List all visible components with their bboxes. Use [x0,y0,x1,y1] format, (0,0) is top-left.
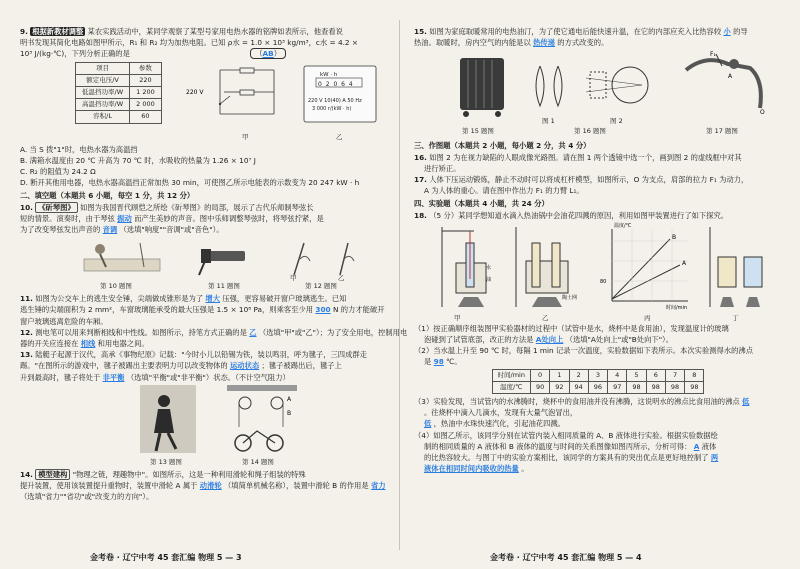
q13-answer-2: 非平衡 [102,372,125,382]
q16-text: 如图 2 为在视力缺陷的人眼成像光路图。请在图 1 两个透镜中选一个，画到图 2 的虚线框中对其 [429,152,742,162]
q18-s3-text-3b: ，热油中水珠快速汽化，引起油花四溅。 [433,419,565,429]
table-cell: 98 [685,381,704,393]
fig-label-jia: 甲 [454,313,461,322]
q10-number: 10. [20,202,33,212]
q18-s3-answer: 低 [742,397,750,407]
temperature-table-wrap [414,369,782,394]
q18-s3-text: （3）实验发现，当试管内的水沸腾时，烧杯中的食用油并没有沸腾，这说明水的沸点比食用油的沸点 [414,397,740,407]
q18-s1-line2 [414,334,782,345]
caption-fig1: 图 1 [542,117,555,126]
q9-text-3: 10³ J/(kg·℃)，下列分析正确的是 [20,49,130,59]
temperature-table [492,369,705,394]
q14-answer-2: 省力 [370,481,386,491]
q12-text-2: 器的开关应连接在 [20,339,79,349]
q15-text-b: 的导 [733,27,748,36]
q14-text-2b: （填简单机械名称），装置中滑轮 B 的作用是 [224,481,369,491]
pulley-b-label: B [287,409,292,417]
q12-text: 测电笔可以用来判断相线和中性线。如图所示，持笔方式正确的是 [35,327,247,337]
q14-number: 14. [20,469,33,479]
q16-number: 16. [414,152,427,162]
q17-text-2: A 为人体的重心。请在图中作出力 F₁ 的力臂 L₁。 [424,186,584,196]
q18-line1 [414,210,782,221]
meter-reading: 0 2 0 6 4 [318,80,354,88]
q18-figures [414,221,782,323]
safety-hammer [195,239,255,279]
table-cell: 低温挡功率/W [76,87,130,99]
q17-line1 [414,174,782,185]
q9-line1 [20,26,388,37]
caption-q11: 第 11 题图 [208,282,240,291]
q13-text: 陆艇子起源于汉代，高承《事物纪原》记载："今时小儿以铅锡为铁，装以鸣羽，呼为毽子，三四成群走 [35,350,367,360]
oil-label: 油 [486,276,492,283]
q9-option-c: C. R₂ 的阻值为 24.2 Ω [20,167,96,177]
lens-figure [532,62,572,112]
svg-text:F₁: F₁ [710,51,716,59]
q9-line3: 10³ J/(kg·℃)，下列分析正确的是 （AB） [20,48,388,59]
q18-s2-text-2b: ℃。 [446,357,462,367]
q15-number: 15. [414,27,427,36]
table-cell: 5 [627,369,646,381]
q10-line3 [20,224,388,235]
table-cell: 0 [530,369,549,381]
table-cell: 1 200 [130,87,162,99]
q9-text: 某农实践活动中，某同学观察了某型号家用电热水器的铭牌如表所示，他查看说 [87,27,343,36]
q14-line2 [20,480,388,491]
q11-answer-2: 300 [315,305,331,315]
q14-text-3: （选填"省力""省功"或"改变力的方向"）。 [20,492,154,502]
q9-number: 9. [20,27,28,36]
q12-answer-1: 乙 [249,327,257,337]
painting-figure [80,237,170,281]
q11-number: 11. [20,294,33,304]
q10-text-2: 短的情景。演奏时，由于琴弦 [20,213,115,223]
q18-s4-text: （4）如图乙所示，该同学分别在试管内装入相同质量的 A、B 液体进行实验。根据实验数据绘 [414,430,718,440]
q14-line1 [20,469,388,480]
q9-text-2: 明书发现其简化电路如图甲所示，R₁ 和 R₂ 均为加热电阻。已知 ρ水 = 1.0 × 10³ kg/m³，c水 = 4.2 × [20,38,359,48]
q17-number: 17. [414,175,427,185]
q14-tag: 模型建构 [35,469,70,480]
q18-text: （5 分）某同学想知道水滴入热油锅中会油花四溅的原因，利用如图甲装置进行了如下探究。 [429,210,729,220]
apparatus-ding [704,223,774,313]
q13-line1 [20,349,388,360]
q18-s4-answer-2: 两 [710,453,719,463]
table-cell: 97 [608,381,627,393]
table-cell: 60 [130,111,162,123]
q15-line1 [414,26,782,37]
fig-caption-jia: 甲 [242,132,249,141]
oil-heater [454,52,514,122]
q18-s3-answer-2: 低 [424,419,432,429]
q15-text-2b: 的方式改变的。 [557,38,609,48]
q18-s2-text-2: 是 [424,357,432,367]
q11-line2 [20,304,388,315]
q18-s3-line3 [414,418,782,429]
voltage-label: 220 V [186,88,204,96]
section-3-heading: 三、作图题（本题共 2 小题，每小题 2 分，共 4 分） [414,141,591,151]
q13-text-2b: ；毽子被踢出后，毽子上 [261,361,342,371]
q12-text-2b: 和用电器之间。 [97,339,149,349]
q18-s4-text-3: 的比热容较大。与图丁中的实验方案相比，该同学的方案具有的突出优点是更好地控制了 [424,453,709,463]
right-page [400,0,800,569]
q18-s2-answer: 98 [433,357,444,367]
section-2-heading: 二、填空题（本题共 6 小题，每空 1 分，共 12 分） [20,191,195,201]
svg-text:A: A [728,73,733,81]
table-cell: 温度/℃ [492,381,530,393]
table-cell: 1 [550,369,569,381]
table-cell: 容积/L [76,111,130,123]
q14-text: "物理之链，理趣物中"。如图所示，这是一种利用滑轮和绳子组装的特殊 [72,469,306,479]
q11-text-b: 压强，更容易破开窗户玻璃逃生。已知 [222,294,347,304]
q9-option-d: D. 断开其他用电器，电热水器高温挡正常加热 30 min，可使图乙所示电能表的示数变为 20 247 kW · h [20,178,360,188]
table-cell: 项目 [76,62,130,74]
graph-x-title: 时间/min [666,304,688,311]
q13-text-2: 踢。"在图所示的游戏中，毽子被踢出主要表明力可以改变物体的 [20,361,228,371]
table-cell: 98 [627,381,646,393]
svg-text:O: O [760,109,765,117]
q15-answer-1: 小 [723,27,731,36]
q10-answer-1: 振动 [117,213,132,223]
table-cell: 96 [588,381,607,393]
q18-s3-line1 [414,396,782,407]
q15-text: 如图为家庭取暖常用的电热油汀，为了使它通电后能快速升温，在它的内部应充入比热容较 [429,27,722,36]
meter-constant: 3 000 r/(kW · h) [312,105,352,112]
section-4-heading: 四、实验题（本题共 4 小题，共 24 分） [414,199,549,209]
caption-q16: 第 16 题图 [574,127,606,136]
q18-s4-line2 [414,441,782,452]
q11-text-2: 逃生锤的尖端面积为 2 mm²，车窗玻璃能承受的最大压强是 1.5 × 10⁸ Pa，则乘客至少用 [20,305,314,315]
q10-text-3: 为了改变琴弦发出声音的 [20,225,101,235]
graph-y-title: 温度/℃ [614,222,632,229]
q9-params-table [75,62,162,124]
table-cell: 220 [130,74,162,86]
energy-meter [302,64,382,126]
q16-line1 [414,152,782,163]
q16-text-2: 进行矫正。 [424,163,461,173]
q13-text-3: 升到最高时，毽子将处于 [20,372,101,382]
q11-answer-1: 增大 [205,294,221,304]
caption-q10: 第 10 题图 [100,282,132,291]
q11-line1 [20,293,388,304]
q18-s3-text-2: 。往烧杯中滴入几滴水，发现有大量气泡冒出， [424,408,578,418]
q13-14-figures [20,383,388,469]
q13-text-3b: （选填"平衡"或"非平衡"）状态。（不计空气阻力） [126,372,290,382]
q18-s1-answer: A处向上 [535,335,564,345]
q18-s4-line3 [414,452,782,463]
left-footer: 金考卷 · 辽宁中考 45 套汇编 物理 5 — 3 [90,552,242,562]
meter-unit: kW · h [320,71,338,78]
apparatus-jia [434,223,504,313]
q9-option-a: A. 当 S 拨"1"时，电热水器为高温挡 [20,144,138,154]
q12-line1 [20,327,408,338]
q18-s4-line4 [414,463,782,474]
q14-text-2: 提升装置，使用该装置提升重物时，装置中滑轮 A 属于 [20,481,198,491]
fig-caption-yi: 乙 [336,132,343,141]
q10-line1 [20,202,388,213]
q12-number: 12. [20,327,33,337]
table-cell: 94 [569,381,588,393]
pushup-figure [676,50,776,120]
table-cell: 98 [665,381,684,393]
q18-s4-text-2: 制的相同质量的 A 液体和 B 液体的温度与时间的关系图像如图丙所示，分析可得： [424,441,692,451]
eye-diagram [586,58,656,112]
q15-17-figures [414,48,782,138]
table-cell: 92 [550,381,569,393]
q18-s4-answer-1: A [693,441,700,451]
caption-q12-yi: 乙 [338,274,345,283]
q17-text: 人体下压运动锻炼，静止不动时可以将成杠杆模型，如图所示，O 为支点，肩部的拉力 F₁ 为动力， [429,175,749,185]
q10-text: 如图为我国晋代顾恺之所绘《斫琴图》的局部，展示了古代乐师制琴弦长 [80,202,314,212]
q18-s1-text: （1）按正确顺序组装图甲实验器材的过程中（试管中是水，烧杯中是食用油），发现温度计的玻璃 [414,323,729,333]
table-cell: 3 [588,369,607,381]
q18-s2-line2 [414,356,782,367]
table-cell: 90 [530,381,549,393]
q11-text: 如图为公交车上的逃生安全锤，尖端做成锥形是为了 [35,294,204,304]
q10-text-3b: （选填"响度""音调"或"音色"）。 [119,225,224,235]
q11-text-3: 窗户玻璃逃离危险的车厢。 [20,316,108,326]
q9-answer: AB [262,49,274,59]
q18-number: 18. [414,210,427,220]
q18-s1-text-2b: （选填"A处向上"或"B处向下"）。 [565,335,673,345]
table-cell: 6 [646,369,665,381]
table-cell: 参数 [130,62,162,74]
circuit-diagram [186,64,290,128]
q15-text-2: 热油。取暖时，房内空气的内能是以 [414,38,531,48]
q9-tag: 根据新教材调整 [32,27,84,36]
caption-q12-jia: 甲 [290,274,297,283]
shuttlecock-photo [140,385,200,455]
apparatus-yi [510,223,582,313]
right-footer: 金考卷 · 辽宁中考 45 套汇编 物理 5 — 4 [490,552,642,562]
table-cell: 7 [665,369,684,381]
temp-graph [600,221,696,311]
q18-s4-answer-3: 液体在相同时间内吸收的热量 [424,464,519,474]
q12-answer-2: 相线 [80,339,96,349]
table-cell: 2 000 [130,99,162,111]
caption-q13: 第 13 题图 [150,457,182,466]
q15-line2 [414,37,782,48]
water-label: 水 [486,264,492,271]
q18-s1-text-2: 泡碰到了试管底部，改正的方法是 [424,335,534,345]
caption-q12: 第 12 题图 [305,282,337,291]
q12-line2 [20,338,388,349]
q18-s4-text-4b: 。 [521,464,529,474]
caption-q15: 第 15 题图 [462,127,494,136]
table-cell: 额定电压/V [76,74,130,86]
q13-answer-1: 运动状态 [230,361,260,371]
graph-line-b: B [672,233,677,241]
table-cell: 8 [685,369,704,381]
table-cell: 4 [608,369,627,381]
q18-s2-text: （2）当水温上升至 90 ℃ 时，每隔 1 min 记录一次温度，实验数据如下表所示。本次实验测得水的沸点 [414,346,754,356]
q10-text-2b: 而产生美妙的声音。图中乐师调整琴弦时，将琴弦拧紧，是 [134,213,324,223]
caption-q17: 第 17 题图 [706,127,738,136]
q13-line2 [20,360,388,371]
q11-text-2b: N 的力才能破开 [332,305,385,315]
pulley-a-label: A [287,395,292,403]
table-cell: 2 [569,369,588,381]
q9-figures [20,60,388,144]
table-cell: 高温挡功率/W [76,99,130,111]
gauze-label: 陶土网 [562,294,578,301]
pulley-device [225,385,305,455]
graph-y-tick: 80 [600,278,607,285]
meter-spec: 220 V 10(40) A 50 Hz [308,97,362,104]
q18-s4-text-2b: 液体 [701,441,717,451]
graph-line-a: A [682,259,687,267]
q13-number: 13. [20,350,33,360]
q10-line2 [20,213,388,224]
table-cell: 98 [646,381,665,393]
q9-option-b: B. 满箱水温度由 20 ℃ 升高为 70 ℃ 时，水吸收的热量为 1.26 × 10⁷ J [20,155,256,165]
fig-label-bing: 丙 [644,313,651,322]
q10-tag: 《斫琴图》 [35,202,77,213]
fig-label-yi: 乙 [542,313,549,322]
fig-label-ding: 丁 [732,313,739,322]
caption-fig2: 图 2 [610,117,623,126]
q10-12-figures [20,235,388,293]
q14-answer-1: 动滑轮 [199,481,222,491]
caption-q14: 第 14 题图 [242,457,274,466]
q10-answer-2: 音调 [102,225,118,235]
q15-answer-2: 热传递 [533,38,555,48]
q13-line3 [20,372,388,383]
table-cell: 时间/min [492,369,530,381]
q12-text-b: （选填"甲"或"乙"）；为了安全用电，控制用电 [258,327,408,337]
